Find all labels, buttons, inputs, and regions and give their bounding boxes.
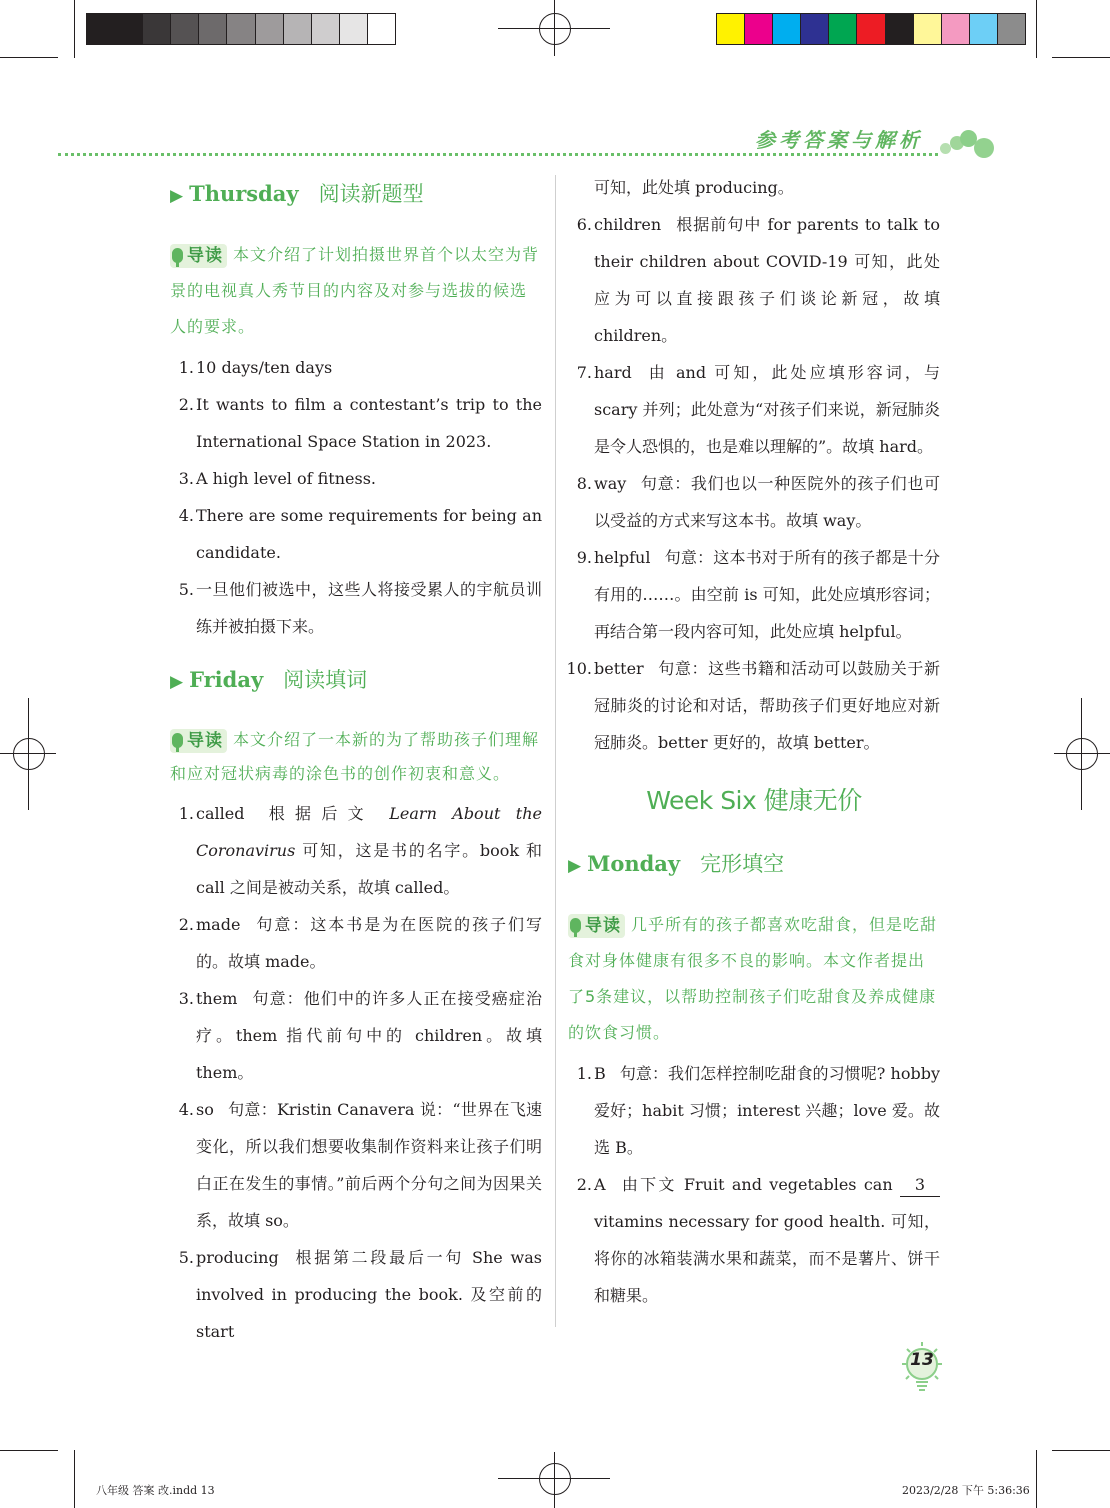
guide-intro-friday: 导读 本文介绍了一本新的为了帮助孩子们理解和应对冠状病毒的涂色书的创作初衷和意义。 <box>170 730 540 783</box>
color-swatch <box>367 14 395 44</box>
cmyk-color-bar <box>716 13 1026 45</box>
color-swatch <box>717 14 744 44</box>
color-swatch <box>828 14 856 44</box>
color-swatch <box>969 14 997 44</box>
list-item: 5. 一旦他们被选中，这些人将接受累人的宇航员训练并被拍摄下来。 <box>178 580 542 636</box>
color-swatch <box>856 14 884 44</box>
list-item: 2. A 由下文 Fruit and vegetables can 3 vitamins necessary for good health. 可知，将你的冰箱装满水果和蔬菜，而不是薯片、饼干和糖果。 <box>576 1175 940 1305</box>
section-type: 阅读新题型 <box>318 182 424 206</box>
color-swatch <box>997 14 1025 44</box>
list-item: 9. helpful 句意：这本书对于所有的孩子都是十分有用的……。由空前 is 可知，此处应填形容词；再结合第一段内容可知，此处应填 helpful。 <box>576 548 940 641</box>
right-column <box>568 175 940 1314</box>
section-type: 完形填空 <box>700 852 785 876</box>
list-item: 5. producing 根据第二段最后一句 She was involved in producing the book. 及空前的 start <box>178 1248 542 1341</box>
list-item: 1. 10 days/ten days <box>178 358 333 377</box>
microphone-icon <box>172 248 183 263</box>
microphone-icon <box>172 733 183 748</box>
section-type: 阅读填词 <box>283 668 368 692</box>
header-dotted-rule <box>58 153 938 156</box>
triangle-bullet-icon: ▶ <box>170 186 184 206</box>
color-swatch <box>339 14 367 44</box>
guide-intro-monday: 导读 几乎所有的孩子都喜欢吃甜食，但是吃甜食对身体健康有很多不良的影响。本文作者提出了5条建议，以帮助控制孩子们吃甜食及养成健康的饮食习惯。 <box>568 915 938 1042</box>
header-title: 参考答案与解析 <box>755 128 923 152</box>
color-swatch <box>226 14 254 44</box>
color-swatch <box>114 14 142 44</box>
color-swatch <box>913 14 941 44</box>
color-swatch <box>255 14 283 44</box>
color-swatch <box>283 14 311 44</box>
answer-blank: 3 <box>900 1174 940 1197</box>
section-day: Friday <box>189 667 264 692</box>
section-title-friday <box>170 661 542 699</box>
footer-timestamp: 2023/2/28 下午 5:36:36 <box>902 1484 1030 1497</box>
guide-intro-thursday: 导读 本文介绍了计划拍摄世界首个以太空为背景的电视真人秀节目的内容及对参与选拔的候选人的要求。 <box>170 245 540 336</box>
list-item: 1. called 根据后文 Learn About the Coronavirus 可知，这是书的名字。book 和 call 之间是被动关系，故填 called。 <box>178 804 543 897</box>
guide-badge: 导读 <box>568 914 625 938</box>
section-day: Monday <box>587 851 681 876</box>
color-swatch <box>941 14 969 44</box>
section-title-thursday <box>170 175 542 213</box>
guide-badge: 导读 <box>170 244 227 268</box>
color-swatch <box>744 14 772 44</box>
list-item: 3. them 句意：他们中的许多人正在接受癌症治疗。them 指代前句中的 children。故填 them。 <box>178 989 542 1082</box>
answer-list-monday <box>568 1055 940 1314</box>
left-column <box>170 175 542 1350</box>
color-swatch <box>87 14 114 44</box>
answer-list-thursday <box>170 349 542 645</box>
list-item: 2. made 句意：这本书是为在医院的孩子们写的。故填 made。 <box>178 915 542 971</box>
answer-list-friday-continued <box>568 169 940 761</box>
microphone-icon <box>570 918 581 933</box>
answer-list-friday <box>170 795 542 1350</box>
color-swatch <box>198 14 226 44</box>
list-item: 2. It wants to film a contestant’s trip to the International Space Station in 2023. <box>178 395 542 451</box>
list-item: 8. way 句意：我们也以一种医院外的孩子们也可以受益的方式来写这本书。故填 way。 <box>576 474 940 530</box>
color-swatch <box>170 14 198 44</box>
color-swatch <box>885 14 913 44</box>
list-item: 10. better 句意：这些书籍和活动可以鼓励关于新冠肺炎的讨论和对话，帮助孩子们更好地应对新冠肺炎。better 更好的，故填 better。 <box>566 659 940 752</box>
list-item: 6. children 根据前句中 for parents to talk to their children about COVID-19 可知，此处应为可以直接跟孩子们谈论新冠，故填 children。 <box>576 215 940 345</box>
section-title-monday <box>568 845 940 883</box>
footer-filename: 八年级 答案 改.indd 13 <box>96 1484 215 1497</box>
color-swatch <box>142 14 170 44</box>
color-swatch <box>311 14 339 44</box>
grayscale-color-bar <box>86 13 396 45</box>
section-day: Thursday <box>189 181 299 206</box>
list-item: 7. hard 由 and 可知，此处应填形容词，与 scary 并列；此处意为“对孩子们来说，新冠肺炎是令人恐惧的，也是难以理解的”。故填 hard。 <box>576 363 940 456</box>
list-item-continuation: 可知，此处填 producing。 <box>594 178 794 197</box>
week-title: Week Six 健康无价 <box>646 786 862 815</box>
list-item: 4. so 句意：Kristin Canavera 说：“世界在飞速变化，所以我们想要收集制作资料来让孩子们明白正在发生的事情。”前后两个分句之间为因果关系，故填 so。 <box>178 1100 542 1230</box>
triangle-bullet-icon: ▶ <box>568 856 582 876</box>
page-number: 13 <box>910 1350 934 1370</box>
color-swatch <box>772 14 800 44</box>
color-swatch <box>800 14 828 44</box>
list-item: 1. B 句意：我们怎样控制吃甜食的习惯呢? hobby 爱好；habit 习惯；interest 兴趣；love 爱。故选 B。 <box>576 1064 940 1157</box>
list-item: 4. There are some requirements for being an candidate. <box>178 506 542 562</box>
triangle-bullet-icon: ▶ <box>170 672 184 692</box>
list-item: 3. A high level of fitness. <box>178 469 377 488</box>
column-divider <box>555 175 556 1327</box>
guide-badge: 导读 <box>170 729 227 753</box>
